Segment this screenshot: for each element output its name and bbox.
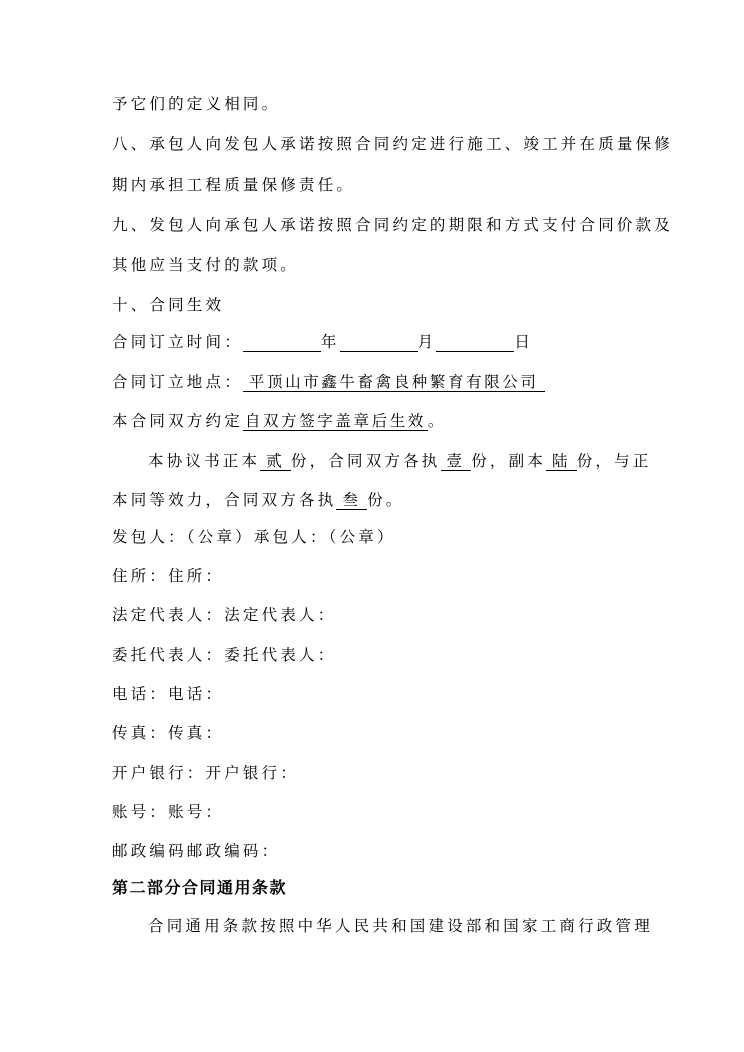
- copy-count: 陆: [546, 452, 577, 471]
- clause-nine-line-1: 九、发包人向承包人承诺按照合同约定的期限和方式支付合同价款及: [112, 216, 674, 234]
- each-original-count: 壹: [441, 452, 472, 471]
- copies-text-4: 份，与正: [576, 452, 652, 470]
- day-blank: [436, 333, 514, 352]
- copies-line-2: [112, 490, 405, 510]
- signing-place-line: [112, 372, 545, 392]
- each-copy-count: 叁: [336, 491, 367, 510]
- year-blank: [243, 333, 321, 352]
- copies-text-5: 本同等效力，合同双方各执: [112, 491, 337, 509]
- party-seal-line: 发包人：（公章）承包人：（公章）: [112, 528, 396, 546]
- copies-text-1: 本协议书正本: [148, 452, 261, 470]
- section-two-text: 合同通用条款按照中华人民共和国建设部和国家工商行政管理: [148, 917, 653, 935]
- month-label: 月: [417, 333, 437, 351]
- section-two-heading: 第二部分合同通用条款: [112, 878, 288, 897]
- signing-time-label: 合同订立时间：: [112, 333, 243, 351]
- party-bank-line: 开户银行：开户银行：: [112, 764, 300, 782]
- clause-eight-line-1: 八、承包人向发包人承诺按照合同约定进行施工、竣工并在质量保修: [112, 135, 674, 153]
- party-address-line: 住所：住所：: [112, 567, 225, 585]
- party-phone-line: 电话：电话：: [112, 685, 225, 703]
- clause-ten-heading: 十、合同生效: [112, 296, 225, 314]
- year-label: 年: [320, 333, 340, 351]
- clause-nine-line-2: 其他应当支付的款项。: [112, 256, 300, 274]
- effective-prefix: 本合同双方约定: [112, 412, 243, 430]
- signing-place-value: 平顶山市鑫牛畜禽良种繁育有限公司: [243, 373, 545, 392]
- text-line-definition: 予它们的定义相同。: [112, 95, 281, 113]
- copies-line-1: [148, 451, 652, 471]
- party-fax-line: 传真：传真：: [112, 724, 225, 742]
- copies-text-2: 份，合同双方各执: [290, 452, 441, 470]
- signing-time-line: [112, 332, 533, 352]
- month-blank: [340, 333, 418, 352]
- original-count: 贰: [260, 452, 291, 471]
- party-postcode-line: 邮政编码邮政编码：: [112, 842, 281, 860]
- effective-line: [112, 411, 447, 431]
- copies-text-6: 份。: [367, 491, 405, 509]
- copies-text-3: 份，副本: [471, 452, 547, 470]
- effective-condition: 自双方签字盖章后生效: [244, 412, 426, 430]
- party-agent-line: 委托代表人：委托代表人：: [112, 646, 337, 664]
- day-label: 日: [514, 333, 534, 351]
- clause-eight-line-2: 期内承担工程质量保修责任。: [112, 176, 356, 194]
- party-account-line: 账号：账号：: [112, 803, 225, 821]
- effective-suffix: 。: [427, 412, 447, 430]
- party-legal-rep-line: 法定代表人：法定代表人：: [112, 606, 337, 624]
- signing-place-label-text: 合同订立地点：: [112, 373, 243, 391]
